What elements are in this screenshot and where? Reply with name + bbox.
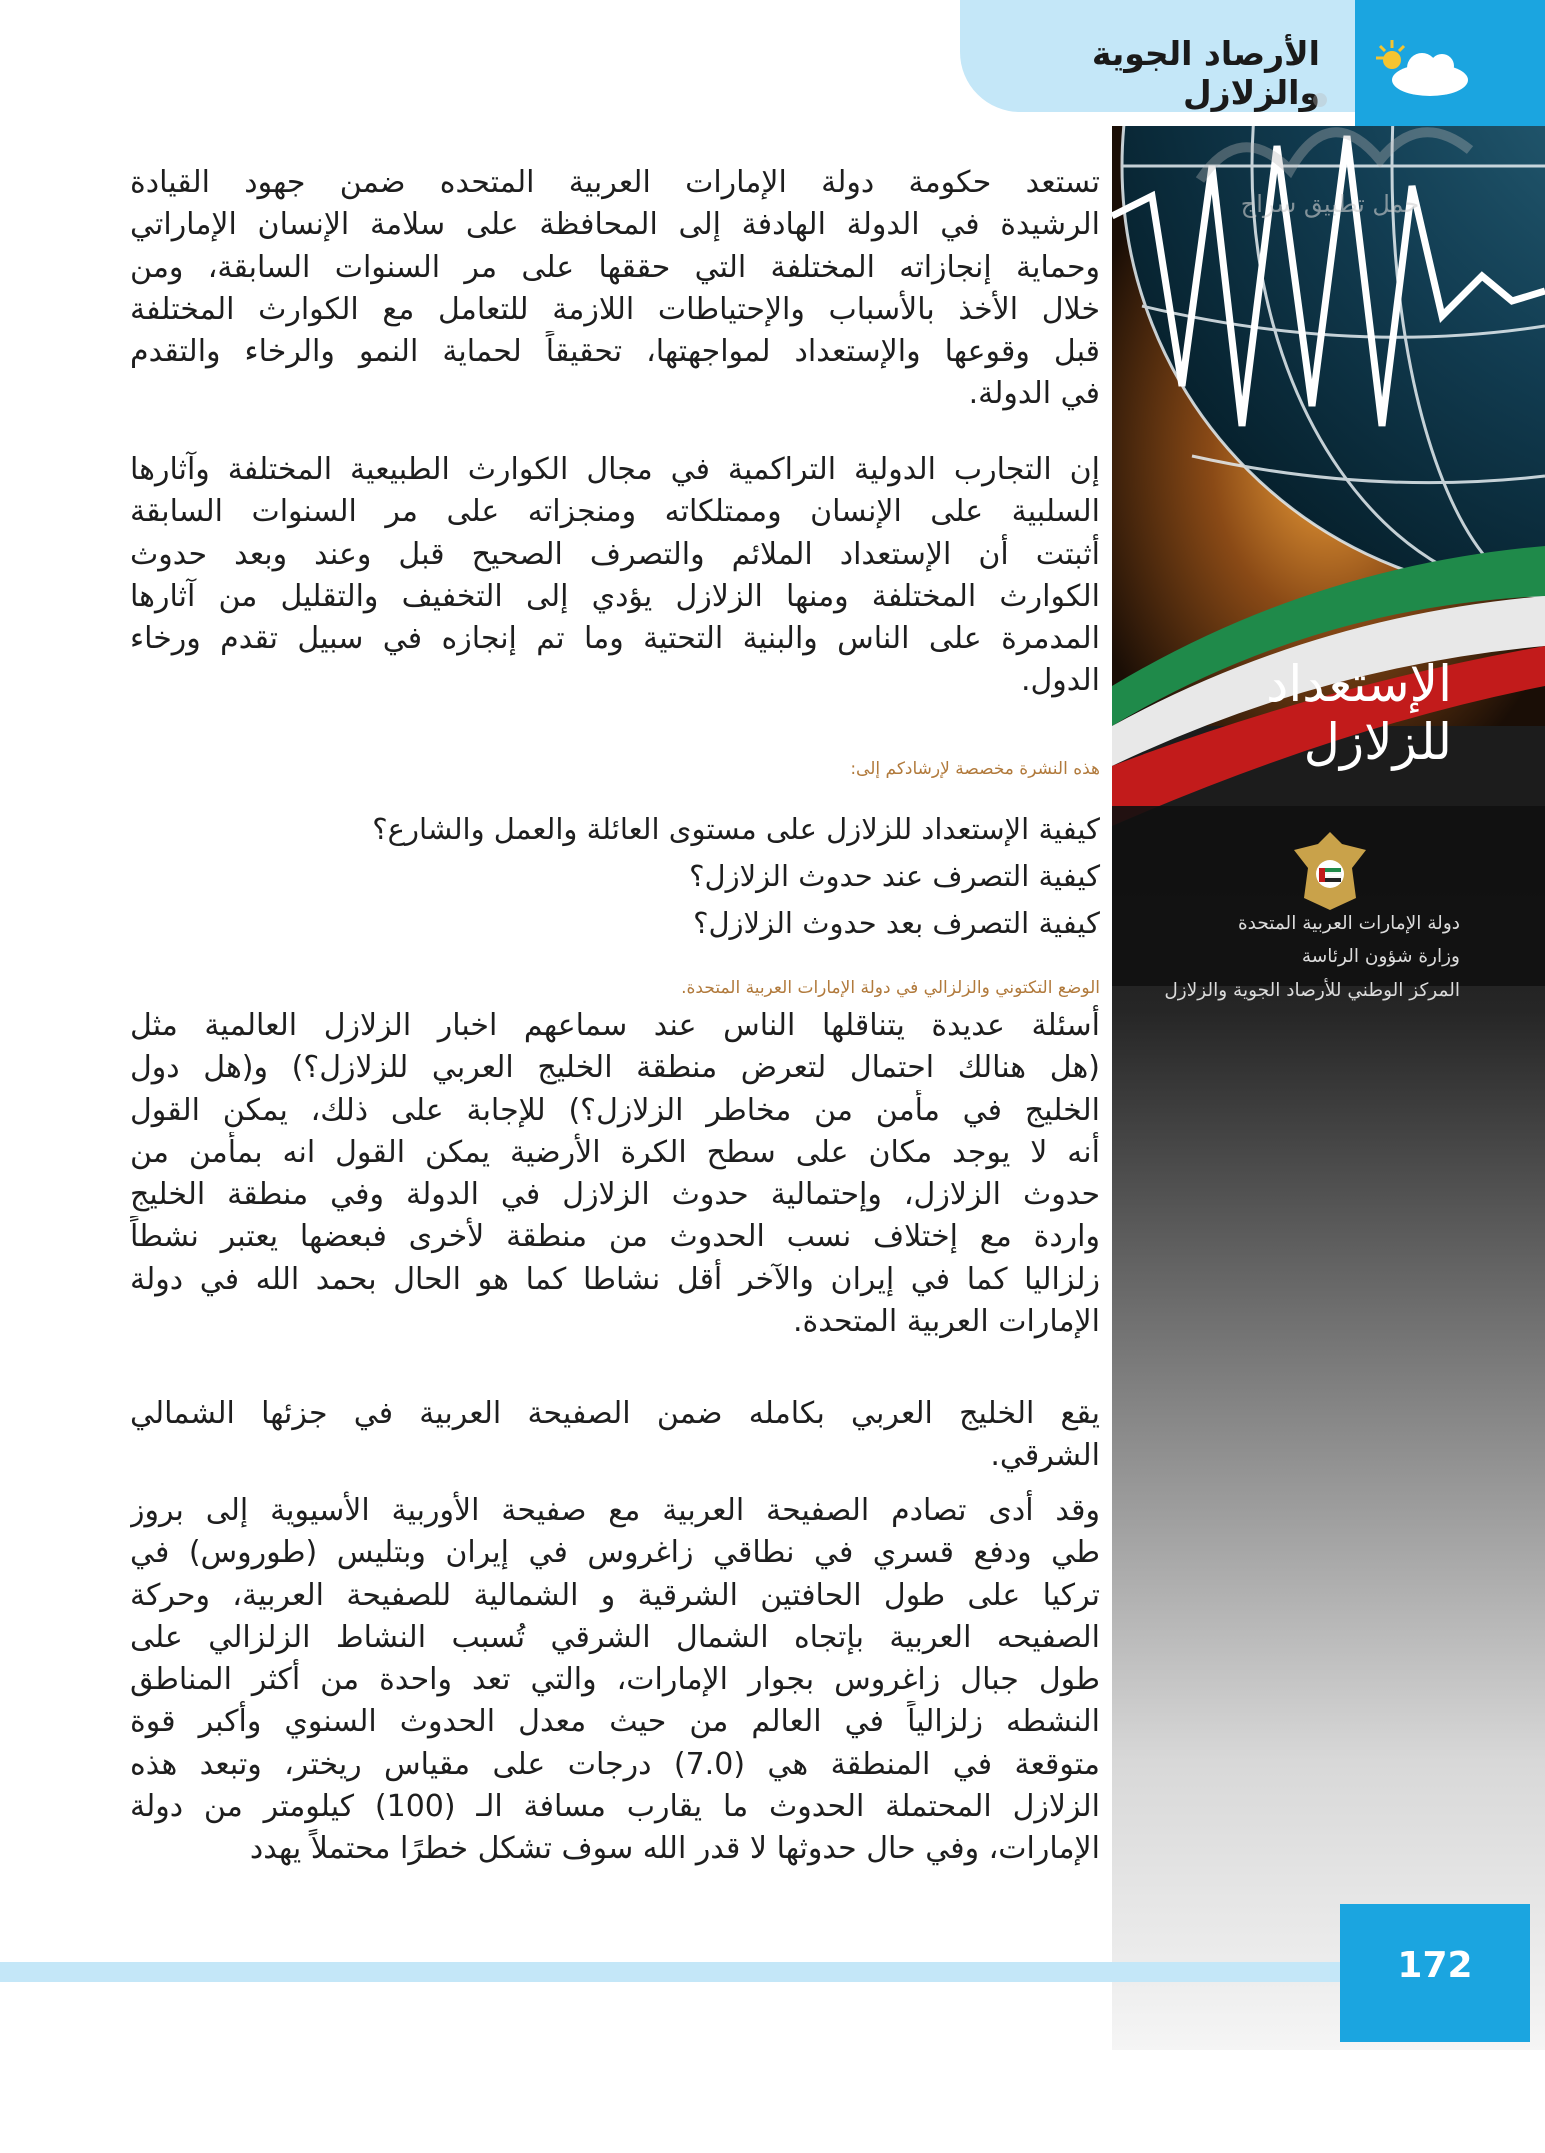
section-title: الأرصاد الجوية والزلازل [1091, 34, 1320, 112]
plate-paragraph [130, 1393, 1100, 1478]
text-line: الإمارات، وفي حال حدوثها لا قدر الله سوف تشكل خطرًا محتملاً يهدد [249, 1831, 1100, 1867]
text-line: تستعد حكومة دولة الإمارات العربية المتحده ضمن جهود القيادة [130, 165, 1100, 200]
watermark-text: حمل تطبيق سراج [1240, 190, 1420, 218]
text-line: السلبية على الإنسان وممتلكاته ومنجزاته على مر السنوات السابقة [130, 494, 1100, 530]
intro-paragraph [130, 162, 1100, 416]
text-line: المدمرة على الناس والبنية التحتية وما تم إنجازه في سبيل تقدم ورخاء [130, 621, 1100, 657]
questions-paragraph [130, 1005, 1100, 1343]
text-line: وقد أدى تصادم الصفيحة العربية مع صفيحة الأوربية الأسيوية إلى بروز [130, 1493, 1100, 1528]
tectonic-heading: الوضع التكتوني والزلزالي في دولة الإمارات العربية المتحدة. [681, 978, 1100, 998]
text-line: الكوارث المختلفة ومنها الزلازل يؤدي إلى التخفيف والتقليل من آثارها [130, 578, 1100, 614]
question-item: كيفية الإستعداد للزلازل على مستوى العائلة والعمل والشارع؟ [372, 812, 1100, 846]
text-line: متوقعة في المنطقة هي (7.0) درجات على مقياس ريختر، وتبعد هذه [130, 1746, 1100, 1782]
text-line: في الدولة. [968, 376, 1100, 412]
text-line: أثبتت أن الإستعداد الملائم والتصرف الصحيح قبل وعند وبعد حدوث [130, 536, 1100, 572]
text-line: إن التجارب الدولية التراكمية في مجال الكوارث الطبيعية المختلفة وآثارها [130, 452, 1100, 487]
text-line: قبل وقوعها والإستعداد لمواجهتها، تحقيقاً لحماية النمو والرخاء والتقدم [130, 334, 1100, 370]
text-line: وحماية إنجازاته المختلفة التي حققها على مر السنوات السابقة، ومن [130, 249, 1100, 285]
page-number: 172 [1397, 1945, 1473, 1986]
text-line: النشطه زلزالياً في العالم من حيث معدل الحدوث السنوي وأكبر قوة [130, 1704, 1100, 1740]
text-line: طي ودفع قسري في نطاقي زاغروس في إيران وبتليس (طوروس) في [130, 1535, 1100, 1571]
uae-emblem-icon [1290, 828, 1370, 914]
text-line: تركيا على طول الحافتين الشرقية و الشمالية للصفيحة العربية، وحركة [130, 1577, 1100, 1613]
text-line: زلزاليا كما في إيران والآخر أقل نشاطا كما هو الحال بحمد الله في دولة [130, 1261, 1100, 1297]
footer-bar [0, 1962, 1340, 1982]
guidance-note: هذه النشرة مخصصة لإرشادكم إلى: [850, 759, 1100, 779]
text-line: الزلازل المحتملة الحدوث ما يقارب مسافة الـ (100) كيلومتر من دولة [130, 1789, 1100, 1825]
side-line-ministry: وزارة شؤون الرئاسة [1301, 946, 1460, 967]
text-line: طول جبال زاغروس بجوار الإمارات، والتي تعد واحدة من أكثر المناطق [130, 1662, 1100, 1698]
text-line: خلال الأخذ بالأسباب والإحتياطات اللازمة للتعامل مع الكوارث المختلفة [130, 291, 1100, 327]
text-line: الشرقي. [990, 1438, 1100, 1474]
text-line: الصفيحه العربية بإتجاه الشمال الشرقي تُسبب النشاط الزلزالي على [130, 1619, 1100, 1655]
side-panel-title: الإستعداد للزلازل [1266, 655, 1452, 771]
question-item: كيفية التصرف بعد حدوث الزلازل؟ [693, 906, 1100, 940]
side-line-center: المركز الوطني للأرصاد الجوية والزلازل [1164, 980, 1460, 1001]
text-line: واردة مع إختلاف نسب الحدوث من منطقة لأخرى فبعضها يعتبر نشطاً [130, 1219, 1100, 1255]
text-line: الإمارات العربية المتحدة. [792, 1304, 1100, 1340]
text-line: الرشيدة في الدولة الهادفة إلى المحافظة على سلامة الإنسان الإماراتي [130, 207, 1100, 243]
text-line: (هل هنالك احتمال لتعرض منطقة الخليج العربي للزلازل؟) و(هل دول [130, 1050, 1100, 1086]
text-line: يقع الخليج العربي بكامله ضمن الصفيحة العربية في جزئها الشمالي [130, 1396, 1100, 1431]
experience-paragraph [130, 449, 1100, 703]
text-line: أسئلة عديدة يتناقلها الناس عند سماعهم اخبار الزلازل العالمية مثل [130, 1008, 1100, 1043]
side-line-country: دولة الإمارات العربية المتحدة [1237, 913, 1460, 934]
question-item: كيفية التصرف عند حدوث الزلازل؟ [689, 859, 1100, 893]
text-line: حدوث الزلازل، وإحتمالية حدوث الزلازل في الدولة وفي منطقة الخليج [130, 1177, 1100, 1213]
text-line: الخليج في مأمن من مخاطر الزلازل؟) للإجابة على ذلك، يمكن القول [130, 1092, 1100, 1128]
collision-paragraph [130, 1490, 1100, 1871]
text-line: أنه لا يوجد مكان على سطح الكرة الأرضية يمكن القول انه بمأمن من [130, 1134, 1100, 1170]
text-line: الدول. [1020, 663, 1100, 699]
